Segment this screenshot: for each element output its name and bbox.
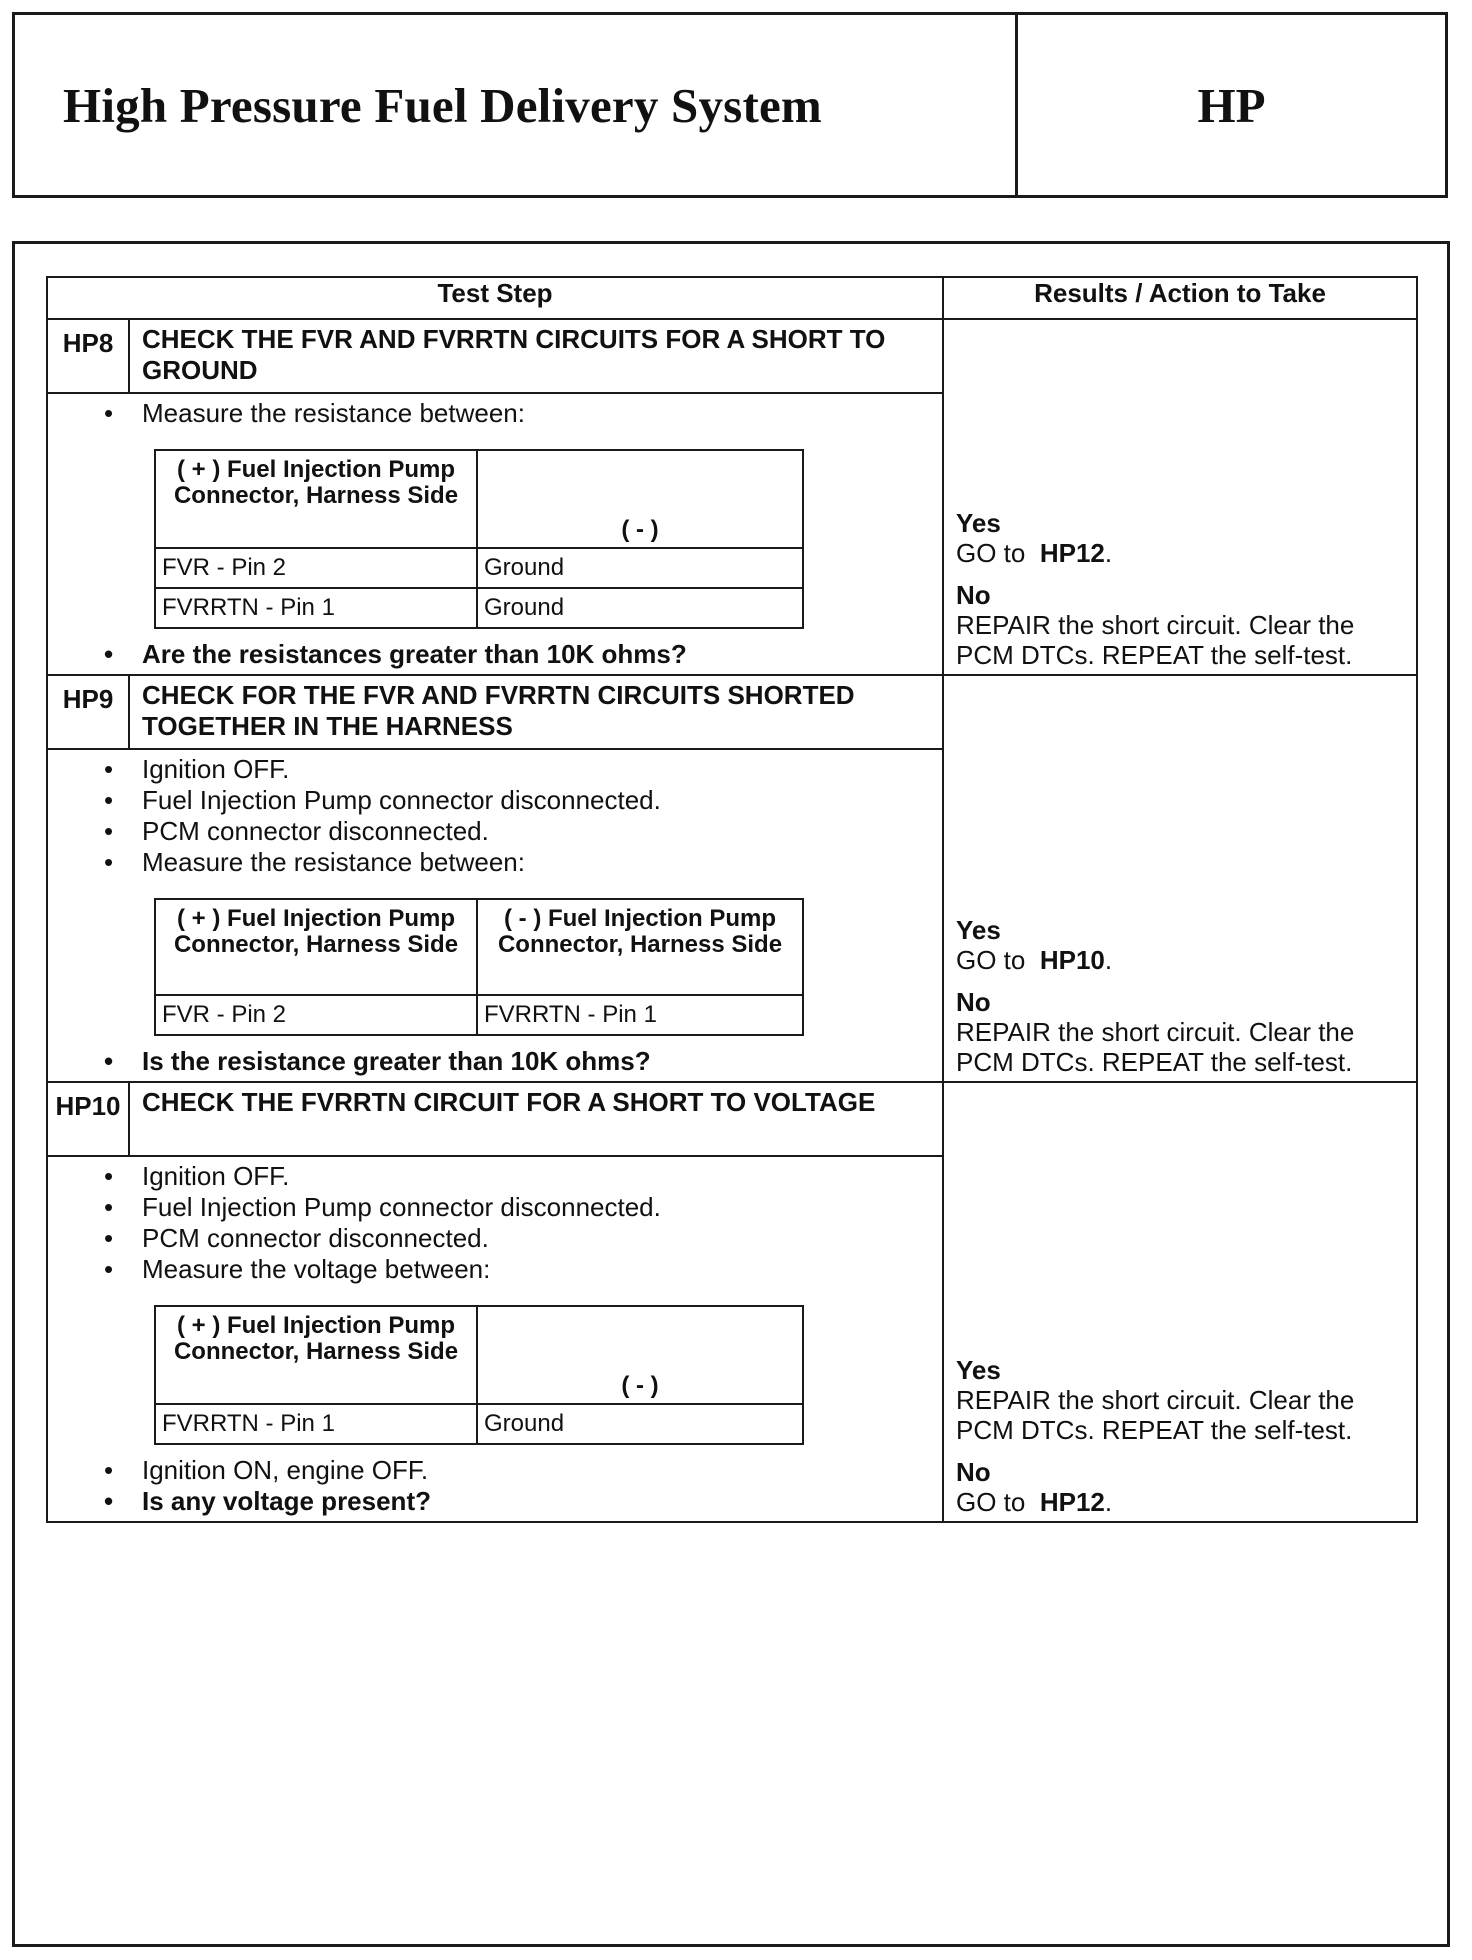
measurement-table — [154, 898, 804, 1036]
no-action: GO to HP12. — [956, 1487, 1113, 1517]
meas-header-negative: ( - ) — [477, 1306, 803, 1404]
step-instruction: • PCM connector disconnected. — [142, 1223, 932, 1254]
step-instruction: • Ignition OFF. — [142, 754, 932, 785]
page-title: High Pressure Fuel Delivery System — [15, 15, 1018, 195]
col-header-test-step: Test Step — [47, 277, 943, 319]
step-body — [47, 1156, 943, 1522]
no-label: No — [956, 1457, 991, 1487]
step-question: • Are the resistances greater than 10K ohms? — [142, 639, 932, 670]
step-instruction: • Fuel Injection Pump connector disconnected. — [142, 785, 932, 816]
section-code: HP — [1197, 77, 1266, 133]
step-body — [47, 393, 943, 675]
step-body — [47, 749, 943, 1082]
step-title: CHECK THE FVR AND FVRRTN CIRCUITS FOR A SHORT TO GROUND — [129, 319, 943, 393]
yes-label: Yes — [956, 508, 1001, 538]
meas-cell: FVR - Pin 2 — [155, 995, 477, 1035]
no-action: REPAIR the short circuit. Clear the PCM DTCs. REPEAT the self-test. — [956, 1017, 1355, 1077]
step-question: • Is the resistance greater than 10K ohms? — [142, 1046, 932, 1077]
step-results — [943, 1082, 1417, 1522]
step-code: HP9 — [47, 675, 129, 749]
yes-action: GO to HP10. — [956, 945, 1113, 975]
meas-header-positive: ( + ) Fuel Injection Pump Connector, Harness Side — [155, 1306, 477, 1404]
meas-header-negative: ( - ) Fuel Injection Pump Connector, Harness Side — [477, 899, 803, 995]
no-label: No — [956, 580, 991, 610]
meas-cell: Ground — [477, 1404, 803, 1444]
meas-cell: FVR - Pin 2 — [155, 548, 477, 588]
step-instruction: • PCM connector disconnected. — [142, 816, 932, 847]
step-instruction: • Measure the voltage between: — [142, 1254, 932, 1285]
step-instruction: • Measure the resistance between: — [142, 398, 932, 429]
meas-header-negative: ( - ) — [477, 450, 803, 548]
test-step-table — [46, 276, 1418, 1523]
yes-action: REPAIR the short circuit. Clear the PCM DTCs. REPEAT the self-test. — [956, 1385, 1355, 1445]
meas-cell: Ground — [477, 588, 803, 628]
step-results — [943, 675, 1417, 1082]
no-label: No — [956, 987, 991, 1017]
measurement-table — [154, 449, 804, 629]
step-instruction: • Ignition OFF. — [142, 1161, 932, 1192]
step-instruction: • Ignition ON, engine OFF. — [142, 1455, 932, 1486]
yes-action: GO to HP12. — [956, 538, 1113, 568]
step-results — [943, 319, 1417, 675]
meas-header-positive: ( + ) Fuel Injection Pump Connector, Harness Side — [155, 450, 477, 548]
step-title: CHECK FOR THE FVR AND FVRRTN CIRCUITS SHORTED TOGETHER IN THE HARNESS — [129, 675, 943, 749]
step-code: HP8 — [47, 319, 129, 393]
measurement-table — [154, 1305, 804, 1445]
meas-header-positive: ( + ) Fuel Injection Pump Connector, Harness Side — [155, 899, 477, 995]
step-code: HP10 — [47, 1082, 129, 1156]
meas-cell: FVRRTN - Pin 1 — [155, 1404, 477, 1444]
meas-cell: Ground — [477, 548, 803, 588]
step-instruction: • Measure the resistance between: — [142, 847, 932, 878]
page-header — [12, 12, 1448, 198]
step-instruction: • Fuel Injection Pump connector disconnected. — [142, 1192, 932, 1223]
col-header-results: Results / Action to Take — [943, 277, 1417, 319]
step-question: • Is any voltage present? — [142, 1486, 932, 1517]
no-action: REPAIR the short circuit. Clear the PCM DTCs. REPEAT the self-test. — [956, 610, 1355, 670]
meas-cell: FVRRTN - Pin 1 — [155, 588, 477, 628]
meas-cell: FVRRTN - Pin 1 — [477, 995, 803, 1035]
step-title: CHECK THE FVRRTN CIRCUIT FOR A SHORT TO VOLTAGE — [129, 1082, 943, 1156]
yes-label: Yes — [956, 1355, 1001, 1385]
yes-label: Yes — [956, 915, 1001, 945]
